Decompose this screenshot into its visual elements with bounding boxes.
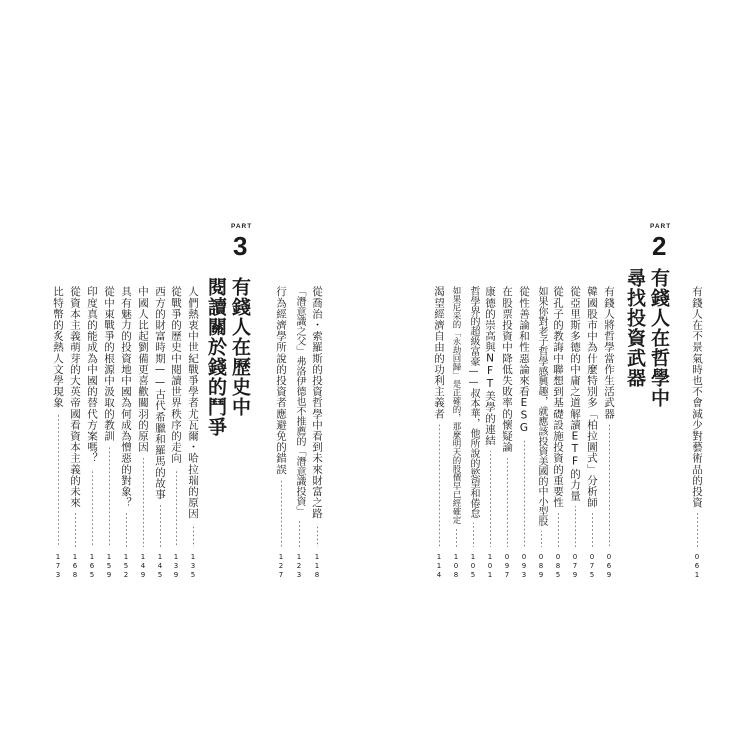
leader-dots [456,529,457,547]
toc-entry-title: 有錢人在不景氣時也不會減少對藝術品的投資 [691,286,703,508]
toc-entry-page: 069 [605,553,613,580]
toc-entry[interactable] [85,286,99,580]
toc-entry[interactable] [119,286,133,580]
part2-title-line1: 有錢人在哲學中 [648,268,670,408]
toc-entry-intro[interactable] [690,286,704,580]
toc-entry[interactable] [51,286,65,580]
toc-entry[interactable] [466,286,480,580]
leader-dots [160,505,161,547]
leader-dots [143,458,144,548]
toc-entry-title: 哲學界的超級富豪——叔本華，他所說的慾望和倦怠 [468,286,479,518]
toc-entry-page: 114 [435,553,443,580]
toc-entry-title: 人們熱衷中世紀戰爭學者尤瓦爾・哈拉瑞的原因 [187,286,199,520]
leader-dots [317,524,318,547]
toc-entry-page: 097 [503,553,511,580]
leader-dots [575,506,576,547]
toc-entry-page: 173 [54,553,62,580]
toc-entry-page: 159 [105,553,113,580]
part3-number: 3 [233,231,248,261]
toc-entry-title: 如果尼采的「永劫回歸」是正確的，那麼明天的股價早已經確定 [451,286,461,524]
toc-entry-title: 印度真的能成為中國的替代方案嗎？ [86,286,98,464]
toc-entry-page: 168 [71,553,79,580]
toc-entry-page: 123 [295,553,303,580]
toc-entry-page: 101 [486,553,494,580]
leader-dots [473,523,474,547]
toc-entry-title: 從亞里斯多德的中庸之道解讀ETF的力量 [569,286,581,502]
part2-label: PART [650,223,672,230]
toc-entry[interactable] [292,286,306,580]
leader-dots [524,440,525,547]
toc-entry[interactable] [68,286,82,580]
toc-entry-title: 韓國股市中為什麼特別多「柏拉圖式」分析師 [586,286,598,508]
leader-dots [176,469,177,547]
toc-entry-title: 康德的崇高與NFT美學的連結 [484,286,496,446]
toc-entry-page: 152 [122,553,130,580]
toc-entry-page: 145 [156,553,164,580]
leader-dots [92,469,93,547]
leader-dots [439,424,440,547]
toc-entry[interactable] [602,286,616,580]
toc-entry-title: 從性善論和性惡論來看ESG [518,286,530,435]
toc-entry[interactable] [169,286,183,580]
toc-entry-page: 085 [554,553,562,580]
leader-dots [697,513,698,547]
toc-entry-page: 139 [172,553,180,580]
toc-entry[interactable] [534,286,548,580]
leader-dots [299,521,300,547]
toc-entry-page: 165 [88,553,96,580]
toc-entry[interactable] [585,286,599,580]
toc-entry-page: 118 [313,553,321,580]
toc-entry-title: 比特幣的炙熱人文學現象 [52,286,64,409]
part2-title-line2: 尋找投資武器 [624,268,646,388]
toc-entry-page: 135 [189,553,197,580]
leader-dots [281,480,282,547]
toc-entry-title: 有錢人將哲學當作生活武器 [603,286,615,420]
toc-entry-title: 行為經濟學所說的投資者應避免的錯誤 [275,286,287,475]
toc-entry[interactable] [500,286,514,580]
toc-entry-page: 127 [277,553,285,580]
leader-dots [490,451,491,547]
toc-entry[interactable] [568,286,582,580]
toc-entry-page: 105 [469,553,477,580]
part3-title-line2: 閱讀關於錢的鬥爭 [205,277,227,437]
toc-entry[interactable] [136,286,150,580]
leader-dots [541,531,542,547]
toc-entry[interactable] [153,286,167,580]
toc-entry-page: 061 [693,553,701,580]
leader-dots [193,524,194,547]
toc-entry[interactable] [186,286,200,580]
toc-entry-title: 「潛意識之父」弗洛伊德也不推薦的「潛意識投資」 [294,286,305,516]
toc-entry-title: 從資本主義萌芽的大英帝國看資本主義的未來 [69,286,81,508]
toc-entry-title: 如果你對老子哲學感興趣，就應該投資美國的中小型股 [536,286,547,526]
toc-entry-title: 渴望經濟自由的功利主義者 [433,286,445,420]
toc-entry-page: 093 [520,553,528,580]
toc-entry-title: 在股票投資中降低失敗率的懷疑論 [501,286,513,453]
toc-entry[interactable] [483,286,497,580]
toc-entry[interactable] [310,286,324,580]
toc-entry-title: 從戰爭的歷史中閱讀世界秩序的走向 [170,286,182,464]
toc-entry-title: 從喬治・索羅斯的投資哲學中看到未來財富之路 [311,286,323,520]
toc-entry-page: 108 [452,553,460,580]
toc-entry[interactable] [551,286,565,580]
toc-entry[interactable] [274,286,288,580]
toc-entry-title: 中國人比起劉備更喜歡關羽的原因 [137,286,149,453]
leader-dots [75,513,76,547]
leader-dots [592,513,593,547]
toc-entry[interactable] [432,286,446,580]
toc-entry-page: 075 [588,553,596,580]
part2-number: 2 [652,231,667,261]
toc-entry-title: 從孔子的教誨中聯想到基礎設施投資的重要性 [552,286,564,508]
leader-dots [126,513,127,547]
part3-label: PART [231,223,253,230]
toc-entry-title: 從中東戰爭的根源中汲取的教訓 [103,286,115,442]
toc-entry[interactable] [102,286,116,580]
toc-entry-title: 西方的財富時期——古代希臘和羅馬的故事 [154,286,166,500]
leader-dots [58,413,59,547]
part3-title-line1: 有錢人在歷史中 [229,277,251,417]
toc-entry-page: 149 [139,553,147,580]
toc-entry-page: 089 [537,553,545,580]
leader-dots [507,458,508,548]
leader-dots [109,446,110,547]
leader-dots [558,513,559,547]
leader-dots [609,424,610,547]
toc-entry[interactable] [449,286,463,580]
toc-entry-page: 079 [571,553,579,580]
toc-entry-title: 具有魅力的投資地中國為何成為憎惡的對象？ [120,286,132,508]
toc-entry[interactable] [517,286,531,580]
